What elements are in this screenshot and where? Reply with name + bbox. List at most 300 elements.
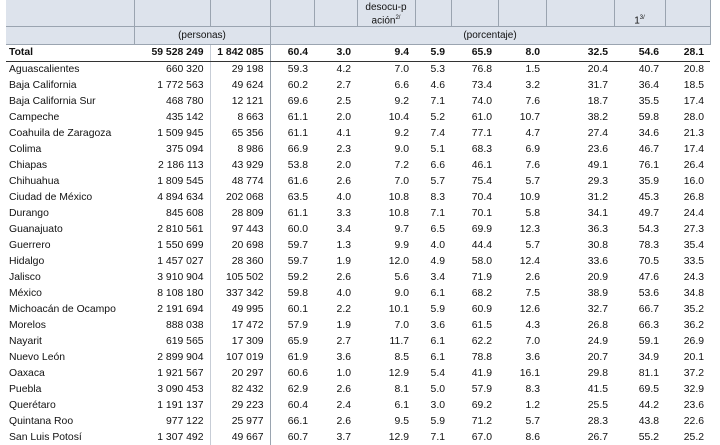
value-cell: 61.1 bbox=[270, 126, 314, 142]
value-cell: 660 320 bbox=[165, 64, 204, 75]
value-cell: 20.8 bbox=[683, 64, 704, 75]
value-cell: 12.9 bbox=[388, 432, 409, 443]
value-cell: 21.3 bbox=[683, 128, 704, 139]
value-cell: 9.7 bbox=[394, 224, 409, 235]
value-cell: 5.4 bbox=[430, 368, 445, 379]
value-cell: 9.2 bbox=[394, 128, 409, 139]
value-cell: 5.9 bbox=[430, 416, 445, 427]
value-cell: 977 122 bbox=[165, 416, 204, 427]
value-cell: 82 432 bbox=[210, 382, 270, 398]
table-row bbox=[6, 158, 710, 174]
value-cell: 55.2 bbox=[638, 432, 659, 443]
header-cell-col4 bbox=[270, 0, 314, 27]
value-cell: 1 842 085 bbox=[210, 45, 270, 62]
value-cell: 24.3 bbox=[683, 272, 704, 283]
header-col6-line2: ación bbox=[371, 15, 396, 26]
value-cell: 34.6 bbox=[638, 128, 659, 139]
value-cell: 17 472 bbox=[210, 318, 270, 334]
value-cell: 17.4 bbox=[683, 96, 704, 107]
value-cell: 59.7 bbox=[270, 238, 314, 254]
value-cell: 62.2 bbox=[471, 336, 492, 347]
table-body bbox=[6, 45, 710, 445]
value-cell: 7.0 bbox=[394, 64, 409, 75]
value-cell: 2.6 bbox=[336, 384, 351, 395]
header-cell-col9 bbox=[498, 0, 546, 27]
value-cell: 76.1 bbox=[638, 160, 659, 171]
value-cell: 1 921 567 bbox=[157, 368, 204, 379]
value-cell: 12.4 bbox=[519, 256, 540, 267]
value-cell: 4.6 bbox=[430, 80, 445, 91]
value-cell: 9.2 bbox=[394, 96, 409, 107]
table-row bbox=[6, 350, 710, 366]
entity-name-cell: Chihuahua bbox=[9, 176, 60, 187]
value-cell: 2 191 694 bbox=[157, 304, 204, 315]
table-row bbox=[6, 382, 710, 398]
value-cell: 71.9 bbox=[471, 272, 492, 283]
value-cell: 12 121 bbox=[210, 94, 270, 110]
value-cell: 3.6 bbox=[336, 352, 351, 363]
table-row bbox=[6, 318, 710, 334]
header-unit-persons: (personas) bbox=[134, 27, 270, 45]
value-cell: 5.9 bbox=[415, 45, 451, 62]
entity-name-cell: Querétaro bbox=[9, 400, 56, 411]
entity-name-cell: Durango bbox=[9, 208, 49, 219]
value-cell: 7.6 bbox=[525, 96, 540, 107]
header-row-units bbox=[6, 27, 710, 45]
header-cell-col2 bbox=[134, 0, 210, 27]
employment-statistics-table bbox=[6, 0, 711, 445]
table-row bbox=[6, 414, 710, 430]
value-cell: 34.8 bbox=[683, 288, 704, 299]
value-cell: 2 810 561 bbox=[157, 224, 204, 235]
header-cell-col8 bbox=[451, 0, 498, 27]
value-cell: 20 698 bbox=[210, 238, 270, 254]
value-cell: 4.0 bbox=[336, 192, 351, 203]
value-cell: 8.3 bbox=[430, 192, 445, 203]
value-cell: 60.9 bbox=[471, 304, 492, 315]
value-cell: 59.3 bbox=[270, 62, 314, 79]
value-cell: 62.9 bbox=[270, 382, 314, 398]
value-cell: 65 356 bbox=[210, 126, 270, 142]
table-row bbox=[6, 286, 710, 302]
value-cell: 2.7 bbox=[336, 80, 351, 91]
value-cell: 1 457 027 bbox=[157, 256, 204, 267]
value-cell: 34.9 bbox=[638, 352, 659, 363]
table-row bbox=[6, 270, 710, 286]
value-cell: 26.8 bbox=[587, 320, 608, 331]
value-cell: 4.7 bbox=[525, 128, 540, 139]
value-cell: 59 528 249 bbox=[134, 45, 210, 62]
entity-name-cell: Puebla bbox=[9, 384, 42, 395]
value-cell: 57.9 bbox=[471, 384, 492, 395]
value-cell: 41.9 bbox=[471, 368, 492, 379]
value-cell: 2 186 113 bbox=[158, 160, 204, 171]
value-cell: 9.0 bbox=[394, 144, 409, 155]
value-cell: 53.6 bbox=[638, 288, 659, 299]
value-cell: 44.4 bbox=[471, 240, 492, 251]
value-cell: 1 191 137 bbox=[157, 400, 204, 411]
value-cell: 1 550 699 bbox=[157, 240, 204, 251]
value-cell: 61.6 bbox=[270, 174, 314, 190]
value-cell: 57.9 bbox=[270, 318, 314, 334]
value-cell: 5.9 bbox=[430, 304, 445, 315]
value-cell: 6.1 bbox=[430, 352, 445, 363]
value-cell: 2.7 bbox=[336, 336, 351, 347]
value-cell: 27.3 bbox=[683, 224, 704, 235]
table-row bbox=[6, 190, 710, 206]
value-cell: 34.1 bbox=[587, 208, 608, 219]
value-cell: 23.6 bbox=[683, 400, 704, 411]
value-cell: 24.9 bbox=[587, 336, 608, 347]
value-cell: 60.0 bbox=[270, 222, 314, 238]
value-cell: 1 509 945 bbox=[157, 128, 204, 139]
value-cell: 4.2 bbox=[336, 64, 351, 75]
value-cell: 6.1 bbox=[430, 336, 445, 347]
table-row bbox=[6, 110, 710, 126]
value-cell: 71.2 bbox=[471, 416, 492, 427]
value-cell: 49 624 bbox=[210, 78, 270, 94]
value-cell: 35.5 bbox=[638, 96, 659, 107]
header-unit-percent: (porcentaje) bbox=[270, 27, 710, 45]
value-cell: 47.6 bbox=[638, 272, 659, 283]
value-cell: 12.9 bbox=[388, 368, 409, 379]
value-cell: 33.6 bbox=[587, 256, 608, 267]
value-cell: 61.1 bbox=[270, 206, 314, 222]
value-cell: 2.4 bbox=[336, 400, 351, 411]
value-cell: 10.4 bbox=[388, 112, 409, 123]
value-cell: 68.2 bbox=[471, 288, 492, 299]
value-cell: 7.5 bbox=[525, 288, 540, 299]
value-cell: 70.5 bbox=[638, 256, 659, 267]
value-cell: 31.7 bbox=[587, 80, 608, 91]
value-cell: 28 360 bbox=[210, 254, 270, 270]
value-cell: 3.0 bbox=[314, 45, 357, 62]
entity-name-cell: San Luis Potosí bbox=[9, 432, 82, 443]
value-cell: 60.7 bbox=[270, 430, 314, 445]
value-cell: 41.5 bbox=[587, 384, 608, 395]
value-cell: 337 342 bbox=[210, 286, 270, 302]
entity-name-cell: Total bbox=[6, 45, 134, 62]
value-cell: 20.7 bbox=[587, 352, 608, 363]
value-cell: 73.4 bbox=[471, 80, 492, 91]
entity-name-cell: Colima bbox=[9, 144, 42, 155]
value-cell: 5.8 bbox=[525, 208, 540, 219]
value-cell: 5.0 bbox=[430, 384, 445, 395]
value-cell: 2.3 bbox=[336, 144, 351, 155]
value-cell: 23.6 bbox=[587, 144, 608, 155]
value-cell: 63.5 bbox=[270, 190, 314, 206]
value-cell: 35.9 bbox=[638, 176, 659, 187]
value-cell: 12.0 bbox=[388, 256, 409, 267]
value-cell: 6.6 bbox=[430, 160, 445, 171]
value-cell: 7.0 bbox=[525, 336, 540, 347]
value-cell: 4.1 bbox=[336, 128, 351, 139]
value-cell: 3.6 bbox=[430, 320, 445, 331]
value-cell: 2.2 bbox=[336, 304, 351, 315]
entity-name-cell: Hidalgo bbox=[9, 256, 45, 267]
value-cell: 59.8 bbox=[270, 286, 314, 302]
value-cell: 3.6 bbox=[525, 352, 540, 363]
value-cell: 18.5 bbox=[683, 80, 704, 91]
entity-name-cell: Campeche bbox=[9, 112, 60, 123]
value-cell: 78.8 bbox=[471, 352, 492, 363]
entity-name-cell: Guerrero bbox=[9, 240, 51, 251]
entity-name-cell: Michoacán de Ocampo bbox=[9, 304, 116, 315]
value-cell: 4.0 bbox=[336, 288, 351, 299]
value-cell: 38.2 bbox=[587, 112, 608, 123]
value-cell: 3.2 bbox=[525, 80, 540, 91]
value-cell: 60.2 bbox=[270, 78, 314, 94]
value-cell: 3.4 bbox=[430, 272, 445, 283]
value-cell: 60.6 bbox=[270, 366, 314, 382]
value-cell: 1.9 bbox=[336, 320, 351, 331]
table-row bbox=[6, 174, 710, 190]
value-cell: 28.3 bbox=[587, 416, 608, 427]
value-cell: 3.7 bbox=[336, 432, 351, 443]
value-cell: 40.7 bbox=[638, 64, 659, 75]
value-cell: 29 223 bbox=[210, 398, 270, 414]
value-cell: 37.2 bbox=[683, 368, 704, 379]
value-cell: 69.9 bbox=[471, 224, 492, 235]
value-cell: 4.3 bbox=[525, 320, 540, 331]
table-row bbox=[6, 62, 710, 79]
table-row bbox=[6, 334, 710, 350]
value-cell: 8.3 bbox=[525, 384, 540, 395]
value-cell: 6.1 bbox=[430, 288, 445, 299]
value-cell: 59.2 bbox=[270, 270, 314, 286]
value-cell: 24.4 bbox=[683, 208, 704, 219]
value-cell: 28.0 bbox=[683, 112, 704, 123]
value-cell: 12.6 bbox=[519, 304, 540, 315]
value-cell: 8 663 bbox=[210, 110, 270, 126]
entity-name-cell: México bbox=[9, 288, 42, 299]
value-cell: 8.6 bbox=[525, 432, 540, 443]
value-cell: 46.7 bbox=[638, 144, 659, 155]
value-cell: 36.3 bbox=[587, 224, 608, 235]
value-cell: 619 565 bbox=[165, 336, 204, 347]
value-cell: 54.6 bbox=[614, 45, 665, 62]
value-cell: 4 894 634 bbox=[157, 192, 204, 203]
value-cell: 20.9 bbox=[587, 272, 608, 283]
value-cell: 29.3 bbox=[587, 176, 608, 187]
value-cell: 29 198 bbox=[210, 62, 270, 79]
header-col6-line1: desocu-p bbox=[365, 1, 407, 13]
value-cell: 36.4 bbox=[638, 80, 659, 91]
value-cell: 2.6 bbox=[525, 272, 540, 283]
table-row-total bbox=[6, 45, 710, 62]
value-cell: 2.5 bbox=[336, 96, 351, 107]
value-cell: 3.3 bbox=[336, 208, 351, 219]
value-cell: 32.9 bbox=[683, 384, 704, 395]
value-cell: 25.5 bbox=[587, 400, 608, 411]
value-cell: 468 780 bbox=[165, 96, 204, 107]
value-cell: 26.4 bbox=[683, 160, 704, 171]
value-cell: 6.9 bbox=[525, 144, 540, 155]
entity-name-cell: Chiapas bbox=[9, 160, 48, 171]
value-cell: 845 608 bbox=[165, 208, 204, 219]
value-cell: 5.6 bbox=[394, 272, 409, 283]
value-cell: 76.8 bbox=[471, 64, 492, 75]
value-cell: 20.4 bbox=[587, 64, 608, 75]
value-cell: 28 809 bbox=[210, 206, 270, 222]
table-row bbox=[6, 430, 710, 445]
value-cell: 9.4 bbox=[357, 45, 415, 62]
header-col6-note: 2/ bbox=[395, 14, 401, 21]
value-cell: 10.1 bbox=[388, 304, 409, 315]
table-row bbox=[6, 78, 710, 94]
value-cell: 36.2 bbox=[683, 320, 704, 331]
value-cell: 7.6 bbox=[525, 160, 540, 171]
value-cell: 4.9 bbox=[430, 256, 445, 267]
value-cell: 2 899 904 bbox=[157, 352, 204, 363]
value-cell: 20.1 bbox=[683, 352, 704, 363]
header-unit-blank bbox=[6, 27, 134, 45]
value-cell: 48 774 bbox=[210, 174, 270, 190]
value-cell: 1 809 545 bbox=[157, 176, 204, 187]
value-cell: 5.1 bbox=[430, 144, 445, 155]
header-row-labels bbox=[6, 0, 710, 27]
value-cell: 38.9 bbox=[587, 288, 608, 299]
value-cell: 70.4 bbox=[471, 192, 492, 203]
value-cell: 69.6 bbox=[270, 94, 314, 110]
header-cell-col10 bbox=[546, 0, 614, 27]
value-cell: 8.1 bbox=[394, 384, 409, 395]
value-cell: 20 297 bbox=[210, 366, 270, 382]
value-cell: 8.5 bbox=[394, 352, 409, 363]
value-cell: 10.9 bbox=[519, 192, 540, 203]
value-cell: 49 995 bbox=[210, 302, 270, 318]
value-cell: 8 108 180 bbox=[157, 288, 204, 299]
value-cell: 77.1 bbox=[471, 128, 492, 139]
value-cell: 44.2 bbox=[638, 400, 659, 411]
value-cell: 5.7 bbox=[525, 176, 540, 187]
value-cell: 61.1 bbox=[270, 110, 314, 126]
value-cell: 67.0 bbox=[471, 432, 492, 443]
value-cell: 10.8 bbox=[388, 208, 409, 219]
value-cell: 26.8 bbox=[683, 192, 704, 203]
value-cell: 5.7 bbox=[525, 240, 540, 251]
table-row bbox=[6, 206, 710, 222]
value-cell: 59.7 bbox=[270, 254, 314, 270]
value-cell: 81.1 bbox=[638, 368, 659, 379]
value-cell: 10.8 bbox=[388, 192, 409, 203]
value-cell: 5.7 bbox=[525, 416, 540, 427]
table-row bbox=[6, 222, 710, 238]
value-cell: 75.4 bbox=[471, 176, 492, 187]
entity-name-cell: Baja California Sur bbox=[9, 96, 96, 107]
table-row bbox=[6, 238, 710, 254]
entity-name-cell: Baja California bbox=[9, 80, 77, 91]
value-cell: 6.6 bbox=[394, 80, 409, 91]
value-cell: 66.3 bbox=[638, 320, 659, 331]
value-cell: 105 502 bbox=[210, 270, 270, 286]
table-row bbox=[6, 254, 710, 270]
entity-name-cell: Quintana Roo bbox=[9, 416, 74, 427]
value-cell: 888 038 bbox=[165, 320, 204, 331]
table-row bbox=[6, 126, 710, 142]
value-cell: 10.7 bbox=[519, 112, 540, 123]
value-cell: 49 667 bbox=[210, 430, 270, 445]
value-cell: 7.1 bbox=[430, 208, 445, 219]
value-cell: 5.7 bbox=[430, 176, 445, 187]
value-cell: 375 094 bbox=[165, 144, 204, 155]
value-cell: 2.0 bbox=[336, 112, 351, 123]
value-cell: 59.1 bbox=[638, 336, 659, 347]
value-cell: 18.7 bbox=[587, 96, 608, 107]
value-cell: 26.7 bbox=[587, 432, 608, 443]
value-cell: 35.4 bbox=[683, 240, 704, 251]
value-cell: 2.6 bbox=[336, 416, 351, 427]
value-cell: 53.8 bbox=[270, 158, 314, 174]
value-cell: 69.5 bbox=[638, 384, 659, 395]
value-cell: 60.4 bbox=[270, 45, 314, 62]
value-cell: 35.2 bbox=[683, 304, 704, 315]
value-cell: 1.2 bbox=[525, 400, 540, 411]
value-cell: 60.1 bbox=[270, 302, 314, 318]
header-cell-col12 bbox=[665, 0, 710, 27]
value-cell: 8 986 bbox=[210, 142, 270, 158]
value-cell: 7.0 bbox=[394, 176, 409, 187]
header-col11-text: 1 bbox=[634, 15, 640, 26]
value-cell: 32.5 bbox=[546, 45, 614, 62]
value-cell: 61.0 bbox=[471, 112, 492, 123]
table-row bbox=[6, 366, 710, 382]
table-row bbox=[6, 302, 710, 318]
value-cell: 7.2 bbox=[394, 160, 409, 171]
value-cell: 22.6 bbox=[683, 416, 704, 427]
header-cell-col6 bbox=[357, 0, 415, 27]
value-cell: 3.4 bbox=[336, 224, 351, 235]
value-cell: 49.1 bbox=[587, 160, 608, 171]
value-cell: 7.1 bbox=[430, 96, 445, 107]
entity-name-cell: Nuevo León bbox=[9, 352, 66, 363]
value-cell: 66.9 bbox=[270, 142, 314, 158]
value-cell: 29.8 bbox=[587, 368, 608, 379]
value-cell: 74.0 bbox=[471, 96, 492, 107]
value-cell: 2.0 bbox=[336, 160, 351, 171]
value-cell: 6.5 bbox=[430, 224, 445, 235]
value-cell: 202 068 bbox=[210, 190, 270, 206]
value-cell: 9.9 bbox=[394, 240, 409, 251]
value-cell: 16.0 bbox=[683, 176, 704, 187]
table-row bbox=[6, 142, 710, 158]
value-cell: 43 929 bbox=[210, 158, 270, 174]
value-cell: 17 309 bbox=[210, 334, 270, 350]
value-cell: 25 977 bbox=[210, 414, 270, 430]
value-cell: 11.7 bbox=[389, 336, 409, 347]
header-cell-entity bbox=[6, 0, 134, 27]
value-cell: 49.7 bbox=[638, 208, 659, 219]
value-cell: 65.9 bbox=[270, 334, 314, 350]
entity-name-cell: Oaxaca bbox=[9, 368, 45, 379]
value-cell: 32.7 bbox=[587, 304, 608, 315]
value-cell: 2.6 bbox=[336, 272, 351, 283]
value-cell: 33.5 bbox=[683, 256, 704, 267]
entity-name-cell: Guanajuato bbox=[9, 224, 63, 235]
value-cell: 7.0 bbox=[394, 320, 409, 331]
value-cell: 27.4 bbox=[587, 128, 608, 139]
value-cell: 78.3 bbox=[638, 240, 659, 251]
value-cell: 70.1 bbox=[471, 208, 492, 219]
header-cell-col11 bbox=[614, 0, 665, 27]
value-cell: 54.3 bbox=[638, 224, 659, 235]
value-cell: 31.2 bbox=[587, 192, 608, 203]
header-cell-col7 bbox=[415, 0, 451, 27]
value-cell: 26.9 bbox=[683, 336, 704, 347]
table-row bbox=[6, 398, 710, 414]
value-cell: 16.1 bbox=[519, 368, 540, 379]
value-cell: 68.3 bbox=[471, 144, 492, 155]
